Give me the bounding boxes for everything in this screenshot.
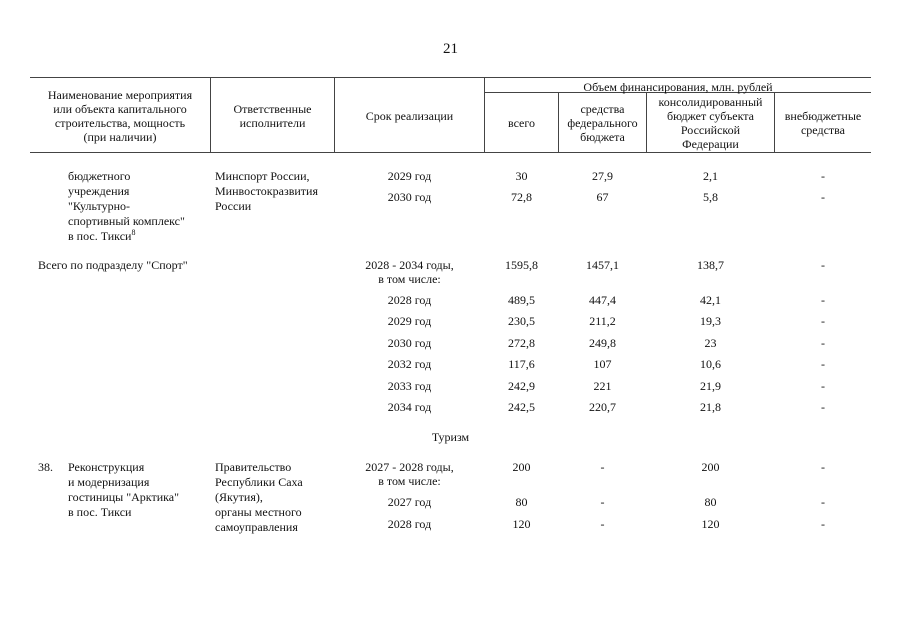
header-name-line: строительства, мощность <box>54 116 186 130</box>
extrabudget-cell: - <box>821 293 825 307</box>
item38-consolidated: 200 <box>701 460 720 474</box>
block1-name-line-last <box>68 229 135 244</box>
header-name-line: или объекта капитального <box>53 102 187 116</box>
item38-total: 200 <box>512 460 531 474</box>
period-cell: 2034 год <box>387 400 432 414</box>
extrabudget-cell: - <box>821 169 825 183</box>
header-federal-line: бюджета <box>580 130 625 144</box>
header-consolidated-line: Федерации <box>682 137 739 151</box>
period-cell: 2033 год <box>387 379 432 393</box>
item38-extrabudget: - <box>821 460 825 474</box>
subtotal-extrabudget: - <box>821 258 825 272</box>
federal-cell: - <box>600 517 605 531</box>
total-cell: 489,5 <box>508 293 535 307</box>
federal-cell: 447,4 <box>589 293 616 307</box>
block1-name-line: учреждения <box>68 184 130 198</box>
header-consolidated-line: Российской <box>680 123 741 137</box>
header-federal-line: федерального <box>567 116 638 130</box>
extrabudget-cell: - <box>821 379 825 393</box>
federal-cell: 211,2 <box>589 314 616 328</box>
header-federal-line: средства <box>580 102 625 116</box>
header-extrabudget-line: средства <box>800 123 845 137</box>
period-cell: 2027 год <box>387 495 432 509</box>
total-cell: 272,8 <box>508 336 535 350</box>
extrabudget-cell: - <box>821 517 825 531</box>
consolidated-cell: 19,3 <box>700 314 721 328</box>
period-cell: 2030 год <box>387 190 432 204</box>
header-name-line: Наименование мероприятия <box>47 88 193 102</box>
subtotal-period-line: в том числе: <box>378 272 441 286</box>
header-name-line: (при наличии) <box>83 130 157 144</box>
header-financing: Объем финансирования, млн. рублей <box>583 80 773 94</box>
header-bottom-rule <box>30 152 871 153</box>
item38-executors-line: самоуправления <box>215 520 298 534</box>
item38-executors-line: (Якутия), <box>215 490 263 504</box>
total-cell: 72,8 <box>511 190 532 204</box>
consolidated-cell: 120 <box>701 517 720 531</box>
subtotal-total: 1595,8 <box>505 258 538 272</box>
block1-executors-line: Минвостокразвития <box>215 184 318 198</box>
header-consolidated-line: бюджет субъекта <box>666 109 754 123</box>
item38-name-line: в пос. Тикси <box>68 505 132 519</box>
page-number: 21 <box>443 41 458 57</box>
period-cell: 2032 год <box>387 357 432 371</box>
federal-cell: 221 <box>593 379 612 393</box>
total-cell: 80 <box>515 495 528 509</box>
total-cell: 230,5 <box>508 314 535 328</box>
period-cell: 2029 год <box>387 169 432 183</box>
item-number: 38. <box>38 460 53 474</box>
extrabudget-cell: - <box>821 400 825 414</box>
item38-name-line: и модернизация <box>68 475 150 489</box>
header-consolidated-line: консолидированный <box>658 95 763 109</box>
header-executors-line: исполнители <box>239 116 306 130</box>
total-cell: 117,6 <box>508 357 535 371</box>
item38-name-line: гостиницы "Арктика" <box>68 490 180 504</box>
consolidated-cell: 80 <box>704 495 717 509</box>
federal-cell: 27,9 <box>592 169 613 183</box>
subtotal-label: Всего по подразделу "Спорт" <box>38 258 188 272</box>
block1-executors-line: России <box>215 199 252 213</box>
federal-cell: 249,8 <box>589 336 616 350</box>
header-total: всего <box>507 116 536 130</box>
item38-period-line: в том числе: <box>378 474 441 488</box>
item38-executors-line: органы местного <box>215 505 302 519</box>
federal-cell: 67 <box>596 190 609 204</box>
consolidated-cell: 2,1 <box>703 169 718 183</box>
item38-period-line: 2027 - 2028 годы, <box>365 460 454 474</box>
extrabudget-cell: - <box>821 357 825 371</box>
header-executors-line: Ответственные <box>233 102 312 116</box>
federal-cell: 107 <box>593 357 612 371</box>
consolidated-cell: 21,9 <box>700 379 721 393</box>
federal-cell: - <box>600 495 605 509</box>
item38-name-line: Реконструкция <box>68 460 145 474</box>
header-top-rule <box>30 77 871 78</box>
block1-name-line: спортивный комплекс" <box>68 214 185 228</box>
item38-federal: - <box>600 460 605 474</box>
header-period: Срок реализации <box>365 109 454 123</box>
item38-executors-line: Правительство <box>215 460 292 474</box>
footnote-marker: 8 <box>131 228 136 237</box>
total-cell: 30 <box>515 169 528 183</box>
block1-name-line: бюджетного <box>68 169 131 183</box>
period-cell: 2029 год <box>387 314 432 328</box>
extrabudget-cell: - <box>821 336 825 350</box>
consolidated-cell: 10,6 <box>700 357 721 371</box>
period-cell: 2030 год <box>387 336 432 350</box>
section-title: Туризм <box>431 430 470 444</box>
block1-executors-line: Минспорт России, <box>215 169 310 183</box>
extrabudget-cell: - <box>821 314 825 328</box>
subtotal-consolidated: 138,7 <box>697 258 724 272</box>
total-cell: 242,9 <box>508 379 535 393</box>
block1-name-line: "Культурно- <box>68 199 130 213</box>
period-cell: 2028 год <box>387 293 432 307</box>
consolidated-cell: 23 <box>704 336 717 350</box>
consolidated-cell: 42,1 <box>700 293 721 307</box>
total-cell: 120 <box>512 517 531 531</box>
extrabudget-cell: - <box>821 190 825 204</box>
subtotal-federal: 1457,1 <box>586 258 619 272</box>
block1-name-text: в пос. Тикси <box>68 229 132 243</box>
extrabudget-cell: - <box>821 495 825 509</box>
consolidated-cell: 5,8 <box>703 190 718 204</box>
item38-executors-line: Республики Саха <box>215 475 303 489</box>
consolidated-cell: 21,8 <box>700 400 721 414</box>
period-cell: 2028 год <box>387 517 432 531</box>
subtotal-period-line: 2028 - 2034 годы, <box>365 258 454 272</box>
federal-cell: 220,7 <box>589 400 616 414</box>
header-extrabudget-line: внебюджетные <box>784 109 862 123</box>
total-cell: 242,5 <box>508 400 535 414</box>
